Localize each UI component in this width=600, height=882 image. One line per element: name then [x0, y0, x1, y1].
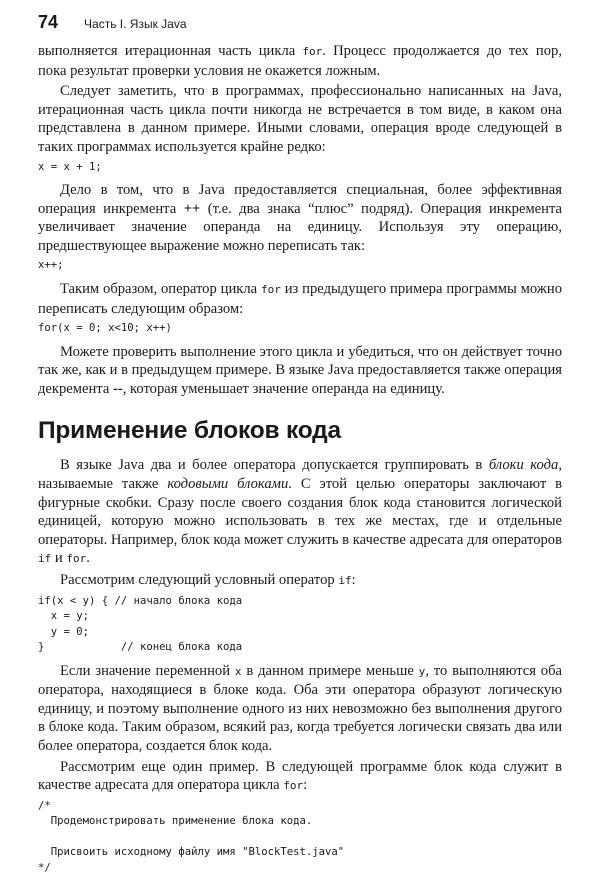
paragraph-6 — [38, 456, 562, 569]
code-variable: y — [418, 664, 426, 678]
code-keyword: if — [38, 552, 52, 566]
paragraph-5 — [38, 343, 562, 399]
operator-symbol: ++ — [183, 200, 201, 217]
text: Рассмотрим следующий условный оператор — [60, 571, 339, 588]
text: , то выполняются оба оператора, находящиеся в блоке кода. Оба эти оператора образуют логическую единицу, и поэтому выполнение одного из них невозможно без выполнения другого в блоке кода. Таким образом, всякий раз, когда требуется логически связать два или более оператора, создается блок кода. — [38, 662, 562, 754]
operator-symbol: -- — [112, 380, 123, 397]
paragraph-2: Следует заметить, что в программах, профессионально написанных на Java, итерационная часть цикла почти никогда не встречается в том виде, в каком она представлена в данном примере. Иными словами, операция вроде следующей в таких программах используется крайне редко: — [38, 83, 562, 155]
page-header — [38, 12, 187, 36]
paragraph-8 — [38, 662, 562, 756]
section-heading: Применение блоков кода — [38, 417, 341, 445]
text: и — [51, 550, 67, 567]
text: Если значение переменной — [60, 662, 235, 679]
paragraph-4 — [38, 280, 562, 318]
text: из предыдущего примера программы можно переписать следующим образом: — [38, 280, 562, 317]
text: . — [86, 550, 90, 567]
code-variable: x — [234, 664, 242, 678]
code-keyword: for — [283, 779, 304, 793]
code-keyword: if — [338, 573, 352, 587]
paragraph-1 — [38, 42, 562, 80]
text: : — [351, 571, 356, 588]
code-snippet-4: if(x < y) { // начало блока кода x = y; y = 0; } // конец блока кода — [38, 594, 243, 654]
text: (т.е. два знака “плюс” подряд). Операция инкремента увеличивает значение операнда на единицу. Используя эту операцию, предшествующее выражение можно переписать так: — [38, 200, 562, 254]
paragraph-9 — [38, 758, 562, 796]
code-keyword: for — [66, 552, 87, 566]
code-snippet-3: for(x = 0; x<10; x++) — [38, 322, 172, 335]
paragraph-7 — [38, 571, 562, 591]
text: в данном примере меньше — [241, 662, 419, 679]
code-keyword: for — [260, 282, 281, 296]
text: . Процесс продолжается до тех пор, пока результат проверки условия не окажется ложным. — [38, 43, 562, 79]
text: , которая уменьшает значение операнда на единицу. — [122, 380, 445, 397]
text: Рассмотрим еще один пример. В следующей программе блок кода служит в качестве адресата для оператора цикла — [38, 758, 562, 794]
text: Можете проверить выполнение этого цикла и убедиться, что он действует точно так же, как и в предыдущем примере. В языке Java предоставляется также операция декремента — [38, 343, 562, 397]
paragraph-3 — [38, 181, 562, 255]
code-snippet-1: x = x + 1; — [38, 160, 102, 173]
code-snippet-5: /* Продемонстрировать применение блока кода. Присвоить исходному файлу имя "BlockTest.java" */ — [38, 799, 345, 874]
text: : — [303, 777, 308, 794]
text: , называемые также — [38, 457, 563, 492]
code-snippet-2: x++; — [38, 259, 64, 272]
text: . С этой целью операторы заключают в фигурные скобки. Сразу после своего создания блок кода становится логической единицей, которую можно использовать в тех же местах, где и отдельные операторы. Например, блок кода может служить в качестве адресата для операторов — [38, 476, 563, 548]
text: В языке Java два и более оператора допускается группировать в — [60, 457, 489, 474]
term-emphasis: блоки кода — [488, 457, 559, 474]
term-emphasis: кодовыми блоками — [167, 476, 289, 492]
text: Таким образом, оператор цикла — [60, 280, 261, 297]
page-number: 74 — [38, 12, 59, 32]
text: Дело в том, что в Java предоставляется специальная, более эффективная операция инкремента — [38, 182, 562, 217]
page-content — [38, 42, 562, 882]
code-keyword: for — [302, 45, 323, 58]
text: выполняется итерационная часть цикла — [38, 43, 303, 59]
running-title: Часть I. Язык Java — [84, 17, 187, 31]
